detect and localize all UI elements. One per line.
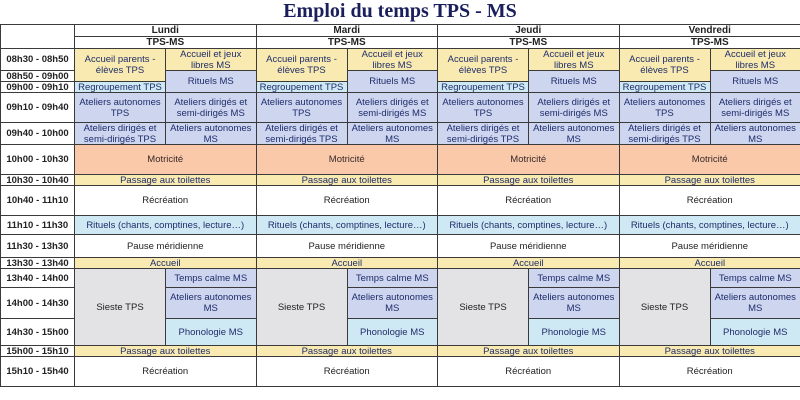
activity-cell: Regroupement TPS <box>619 81 711 93</box>
activity-cell: Motricité <box>437 144 620 175</box>
activity-cell: Rituels (chants, comptines, lecture…) <box>619 215 800 235</box>
time-slot: 08h30 - 08h50 <box>0 48 75 71</box>
class-label: TPS-MS <box>256 36 439 49</box>
activity-cell: Passage aux toilettes <box>619 345 800 357</box>
activity-cell: Pause méridienne <box>74 234 257 258</box>
activity-cell: Accueil parents - élèves TPS <box>256 48 348 82</box>
activity-cell: Regroupement TPS <box>437 81 529 93</box>
activity-cell: Phonologie MS <box>528 318 620 346</box>
time-slot: 10h00 - 10h30 <box>0 144 75 175</box>
activity-cell: Motricité <box>256 144 439 175</box>
activity-cell: Temps calme MS <box>347 268 439 288</box>
activity-cell: Ateliers autonomes MS <box>165 122 257 145</box>
time-slot: 08h50 - 09h00 <box>0 70 75 82</box>
activity-cell: Ateliers autonomes MS <box>710 287 800 319</box>
time-slot: 14h00 - 14h30 <box>0 287 75 319</box>
activity-cell: Passage aux toilettes <box>74 345 257 357</box>
activity-cell: Rituels MS <box>710 70 800 93</box>
activity-cell: Rituels (chants, comptines, lecture…) <box>256 215 439 235</box>
activity-cell: Phonologie MS <box>347 318 439 346</box>
activity-cell: Accueil et jeux libres MS <box>528 48 620 71</box>
time-slot: 09h00 - 09h10 <box>0 81 75 93</box>
activity-cell: Rituels MS <box>165 70 257 93</box>
activity-cell: Passage aux toilettes <box>437 345 620 357</box>
time-slot: 11h10 - 11h30 <box>0 215 75 235</box>
activity-cell: Récréation <box>256 356 439 387</box>
activity-cell: Ateliers dirigés et semi-dirigés MS <box>528 92 620 123</box>
time-slot: 09h40 - 10h00 <box>0 122 75 145</box>
time-slot: 15h10 - 15h40 <box>0 356 75 387</box>
activity-cell: Rituels MS <box>347 70 439 93</box>
class-label: TPS-MS <box>437 36 620 49</box>
activity-cell: Ateliers dirigés et semi-dirigés MS <box>710 92 800 123</box>
day-header: Vendredi <box>619 24 800 37</box>
activity-cell: Récréation <box>437 356 620 387</box>
activity-cell: Ateliers autonomes MS <box>347 122 439 145</box>
activity-cell: Ateliers autonomes MS <box>165 287 257 319</box>
day-header: Mardi <box>256 24 439 37</box>
activity-cell: Accueil et jeux libres MS <box>165 48 257 71</box>
activity-cell: Ateliers autonomes TPS <box>619 92 711 123</box>
activity-cell: Ateliers autonomes MS <box>528 122 620 145</box>
class-label: TPS-MS <box>74 36 257 49</box>
activity-cell: Récréation <box>619 185 800 216</box>
activity-cell: Sieste TPS <box>619 268 711 346</box>
activity-cell: Passage aux toilettes <box>256 345 439 357</box>
activity-cell: Ateliers dirigés et semi-dirigés TPS <box>256 122 348 145</box>
activity-cell: Rituels (chants, comptines, lecture…) <box>74 215 257 235</box>
activity-cell: Motricité <box>74 144 257 175</box>
activity-cell: Accueil <box>437 257 620 269</box>
activity-cell: Regroupement TPS <box>74 81 166 93</box>
time-slot: 11h30 - 13h30 <box>0 234 75 258</box>
page-title: Emploi du temps TPS - MS <box>283 0 517 22</box>
activity-cell: Temps calme MS <box>165 268 257 288</box>
activity-cell: Ateliers dirigés et semi-dirigés MS <box>347 92 439 123</box>
activity-cell: Ateliers autonomes TPS <box>256 92 348 123</box>
activity-cell: Sieste TPS <box>74 268 166 346</box>
time-slot: 14h30 - 15h00 <box>0 318 75 346</box>
class-label: TPS-MS <box>619 36 800 49</box>
time-slot: 10h40 - 11h10 <box>0 185 75 216</box>
activity-cell: Rituels (chants, comptines, lecture…) <box>437 215 620 235</box>
activity-cell: Accueil parents - élèves TPS <box>619 48 711 82</box>
activity-cell: Rituels MS <box>528 70 620 93</box>
activity-cell: Phonologie MS <box>165 318 257 346</box>
activity-cell: Ateliers autonomes TPS <box>437 92 529 123</box>
activity-cell: Motricité <box>619 144 800 175</box>
activity-cell: Récréation <box>74 356 257 387</box>
header-corner <box>0 24 75 49</box>
activity-cell: Passage aux toilettes <box>74 174 257 186</box>
activity-cell: Ateliers autonomes MS <box>347 287 439 319</box>
activity-cell: Passage aux toilettes <box>437 174 620 186</box>
day-header: Lundi <box>74 24 257 37</box>
activity-cell: Pause méridienne <box>437 234 620 258</box>
activity-cell: Ateliers dirigés et semi-dirigés TPS <box>437 122 529 145</box>
activity-cell: Passage aux toilettes <box>256 174 439 186</box>
activity-cell: Récréation <box>437 185 620 216</box>
time-slot: 15h00 - 15h10 <box>0 345 75 357</box>
timetable-grid <box>0 24 800 400</box>
activity-cell: Ateliers autonomes MS <box>710 122 800 145</box>
time-slot: 09h10 - 09h40 <box>0 92 75 123</box>
activity-cell: Récréation <box>256 185 439 216</box>
time-slot: 10h30 - 10h40 <box>0 174 75 186</box>
activity-cell: Pause méridienne <box>619 234 800 258</box>
activity-cell: Récréation <box>619 356 800 387</box>
activity-cell: Récréation <box>74 185 257 216</box>
time-slot: 13h30 - 13h40 <box>0 257 75 269</box>
activity-cell: Ateliers dirigés et semi-dirigés TPS <box>619 122 711 145</box>
activity-cell: Accueil parents - élèves TPS <box>74 48 166 82</box>
activity-cell: Ateliers dirigés et semi-dirigés MS <box>165 92 257 123</box>
activity-cell: Pause méridienne <box>256 234 439 258</box>
activity-cell: Temps calme MS <box>528 268 620 288</box>
activity-cell: Temps calme MS <box>710 268 800 288</box>
activity-cell: Ateliers dirigés et semi-dirigés TPS <box>74 122 166 145</box>
time-slot: 13h40 - 14h00 <box>0 268 75 288</box>
activity-cell: Sieste TPS <box>256 268 348 346</box>
activity-cell: Accueil et jeux libres MS <box>347 48 439 71</box>
activity-cell: Sieste TPS <box>437 268 529 346</box>
activity-cell: Accueil <box>256 257 439 269</box>
day-header: Jeudi <box>437 24 620 37</box>
activity-cell: Accueil parents - élèves TPS <box>437 48 529 82</box>
activity-cell: Ateliers autonomes MS <box>528 287 620 319</box>
activity-cell: Accueil <box>619 257 800 269</box>
activity-cell: Regroupement TPS <box>256 81 348 93</box>
activity-cell: Phonologie MS <box>710 318 800 346</box>
activity-cell: Passage aux toilettes <box>619 174 800 186</box>
activity-cell: Accueil <box>74 257 257 269</box>
activity-cell: Accueil et jeux libres MS <box>710 48 800 71</box>
activity-cell: Ateliers autonomes TPS <box>74 92 166 123</box>
